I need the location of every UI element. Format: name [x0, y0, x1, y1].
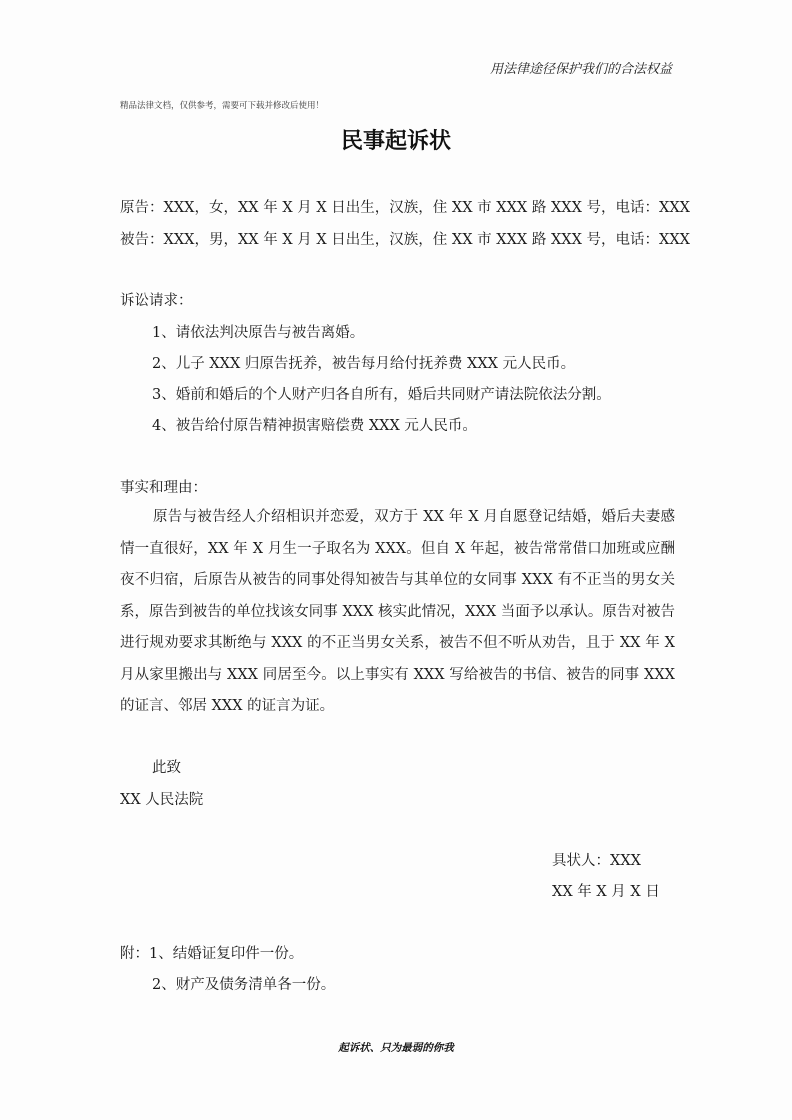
claim-item: 1、请依法判决原告与被告离婚。: [152, 325, 365, 341]
claim-item: 4、被告给付原告精神损害赔偿费 XXX 元人民币。: [152, 418, 477, 434]
filing-date: XX 年 X 月 X 日: [552, 884, 660, 900]
facts-paragraph: 原告与被告经人介绍相识并恋爱，双方于 XX 年 X 月自愿登记结婚，婚后夫妻感情一直很好，XX 年 X 月生一子取名为 XXX。但自 X 年起，被告常常借口加班或应酬夜不归宿，后原告从被告的同事处得知被告与其单位的女同事 XXX 有不正当的男女关系，原告到被告的单位找该女同事 XXX 核实此情况，XXX 当面予以承认。原告对被告进行规劝要求其断绝与 XXX 的不正当男女关系，被告不但不听从劝告，且于 XX 年 X 月从家里搬出与 XXX 同居至今。以上事实有 XXX 写给被告的书信、被告的同事 XXX 的证言、邻居 XXX 的证言为证。: [120, 509, 675, 714]
header-slogan: 用法律途径保护我们的合法权益: [489, 62, 672, 77]
filer-signature: 具状人：XXX: [552, 853, 641, 869]
attachment-item: 2、财产及债务清单各一份。: [152, 977, 336, 993]
claim-item: 3、婚前和婚后的个人财产归各自所有，婚后共同财产请法院依法分割。: [152, 387, 611, 403]
plaintiff-line: 原告：XXX，女，XX 年 X 月 X 日出生，汉族，住 XX 市 XXX 路 XXX 号，电话：XXX: [120, 200, 691, 216]
facts-heading: 事实和理由：: [120, 480, 207, 496]
defendant-line: 被告：XXX，男，XX 年 X 月 X 日出生，汉族，住 XX 市 XXX 路 XXX 号，电话：XXX: [120, 232, 691, 248]
document-title: 民事起诉状: [340, 129, 451, 154]
claims-heading: 诉讼请求：: [120, 293, 193, 309]
court-name: XX 人民法院: [120, 792, 204, 808]
salutation: 此致: [152, 760, 181, 776]
header-note: 精品法律文档，仅供参考，需要可下载并修改后使用！: [120, 101, 325, 111]
claim-item: 2、儿子 XXX 归原告抚养，被告每月给付抚养费 XXX 元人民币。: [152, 356, 576, 372]
attachment-item: 附：1、结婚证复印件一份。: [120, 946, 304, 962]
footer-text: 起诉状、只为最弱的你我: [338, 1042, 454, 1054]
